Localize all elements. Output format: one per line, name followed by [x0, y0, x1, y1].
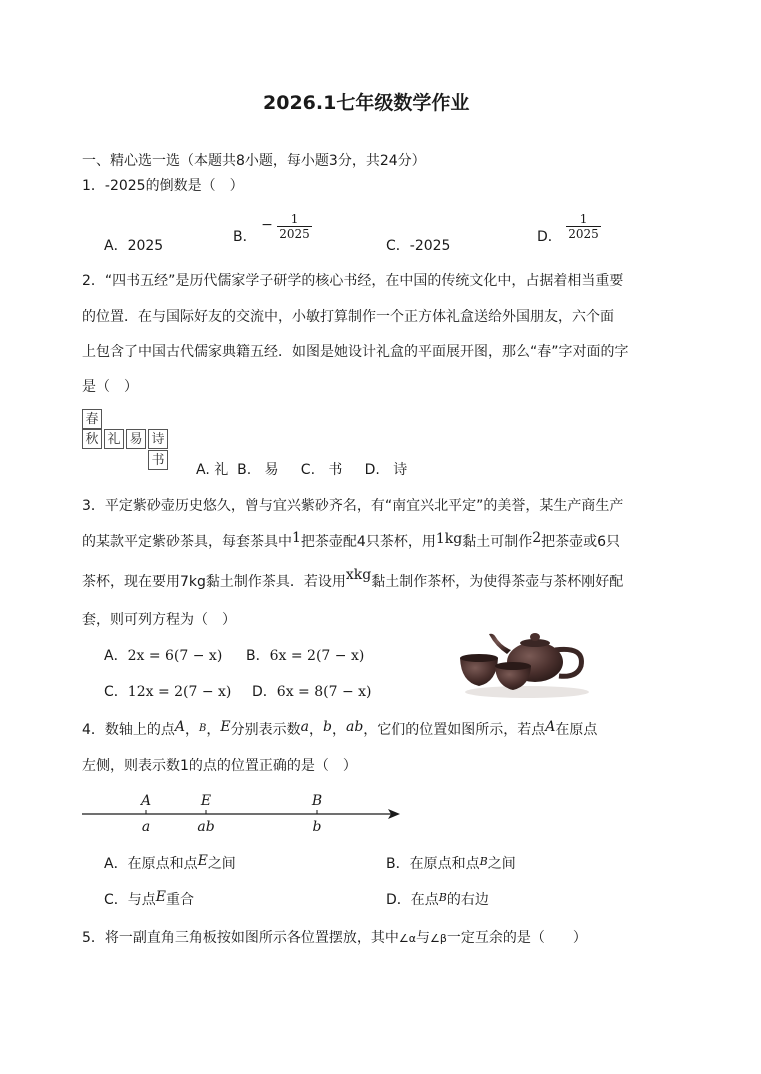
q3-kg-1: 1kg — [435, 531, 463, 547]
q3-option-a-equation: 2x = 6(7 − x) — [127, 648, 223, 664]
q3-option-c-label: C． — [104, 684, 128, 700]
q4-option-c-text: C．与点 — [104, 892, 156, 908]
net-face-shi: 诗 — [148, 429, 168, 449]
q4-line-1 — [82, 719, 597, 739]
q4-option-d-point: B — [438, 891, 447, 904]
q3-line-2c: 黏土可制作 — [462, 534, 533, 550]
q4-value-b: b — [323, 719, 332, 735]
q4-option-b — [386, 853, 516, 873]
net-face-qiu: 秋 — [82, 429, 102, 449]
q4-sep-3: ， — [309, 722, 323, 738]
q3-option-d-equation: 6x = 8(7 − x) — [276, 684, 372, 700]
q5-stem-a: 5．将一副直角三角板按如图所示各位置摆放，其中 — [82, 930, 399, 946]
q5-angle-alpha: ∠α — [398, 932, 417, 945]
net-face-yi: 易 — [126, 429, 146, 449]
q4-option-a-point: E — [197, 853, 208, 869]
q2-line-4: 是（ ） — [82, 379, 138, 395]
q3-line-3a: 茶杯，现在要用7kg黏土制作茶具．若设用 — [82, 574, 346, 590]
q4-option-d — [386, 889, 489, 909]
q1-option-a: A．2025 — [104, 238, 164, 254]
q2-line-1: 2．“四书五经”是历代儒家学子研学的核心书经，在中国的传统文化中，占据着相当重要 — [82, 273, 624, 289]
axis-label-b-point: B — [311, 793, 323, 809]
q4-option-b-point: B — [479, 855, 488, 868]
cube-net-diagram — [82, 409, 172, 473]
q3-line-4: 套，则可列方程为（ ） — [82, 612, 236, 628]
teapot-illustration — [455, 616, 595, 700]
q1-stem: 1．-2025的倒数是（ ） — [82, 178, 244, 194]
q1-b-denominator: 2025 — [279, 227, 310, 241]
q5-stem — [82, 927, 587, 947]
q4-line-1d: 在原点 — [555, 722, 598, 738]
q4-option-a-text: A．在原点和点 — [104, 856, 198, 872]
q4-point-a: A — [174, 719, 186, 735]
axis-value-b: b — [312, 819, 322, 835]
q1-option-b-sign: − — [261, 216, 273, 233]
section-heading: 一、精心选一选（本题共8小题，每小题3分，共24分） — [82, 153, 426, 169]
q4-point-a-2: A — [545, 719, 556, 735]
q1-option-d — [537, 212, 601, 245]
q3-option-d-label: D． — [252, 684, 277, 700]
q3-line-2 — [82, 531, 620, 551]
q4-value-a: a — [300, 719, 309, 735]
q1-option-d-fraction — [566, 212, 601, 241]
q4-line-1b: 分别表示数 — [230, 722, 301, 738]
q4-option-c-point: E — [155, 889, 167, 905]
number-line-diagram — [80, 788, 406, 838]
q3-option-c — [104, 681, 231, 701]
q3-option-d — [252, 681, 371, 701]
q4-value-ab: ab — [345, 719, 364, 735]
q1-option-d-label: D． — [537, 228, 562, 245]
q2-line-3: 上包含了中国古代儒家典籍五经．如图是她设计礼盒的平面展开图，那么“春”字对面的字 — [82, 344, 629, 360]
net-face-li: 礼 — [104, 429, 124, 449]
q1-d-denominator: 2025 — [568, 227, 599, 241]
q4-option-d-end: 的右边 — [446, 892, 489, 908]
axis-value-a: a — [141, 819, 151, 835]
q4-option-d-text: D．在点 — [386, 892, 439, 908]
q3-option-b-label: B． — [246, 648, 270, 664]
q4-point-e: E — [220, 719, 231, 735]
q4-option-b-text: B．在原点和点 — [386, 856, 480, 872]
q3-line-2d: 把茶壶或6只 — [541, 534, 621, 550]
q3-option-a-label: A． — [104, 648, 128, 664]
q3-option-b-equation: 6x = 2(7 − x) — [269, 648, 365, 664]
net-face-shu: 书 — [148, 450, 168, 470]
q5-mid: 与 — [416, 930, 431, 946]
q3-option-c-equation: 12x = 2(7 − x) — [127, 684, 232, 700]
q3-line-2b: 把茶壶配4只茶杯，用 — [300, 534, 436, 550]
q3-num-1: 1 — [292, 530, 301, 546]
q2-options: A. 礼 B. 易 C. 书 D. 诗 — [196, 462, 408, 478]
q3-line-3 — [82, 567, 624, 591]
q4-option-a-end: 之间 — [207, 856, 236, 872]
q3-option-b — [246, 645, 364, 665]
q4-point-b: B — [199, 723, 207, 734]
q1-option-b-label: B． — [233, 228, 257, 245]
q1-option-c: C．-2025 — [386, 238, 451, 254]
q3-xkg: xkg — [345, 567, 372, 583]
q4-line-2: 左侧，则表示数1的点的位置正确的是（ ） — [82, 758, 357, 774]
q5-angle-beta: ∠β — [430, 932, 447, 945]
axis-value-ab: ab — [197, 819, 215, 835]
axis-label-e-point: E — [200, 793, 212, 809]
q3-line-2a: 的某款平定紫砂茶具，每套茶具中 — [82, 534, 292, 550]
axis-label-a-point: A — [140, 793, 152, 809]
q3-line-3b: 黏土制作茶杯，为使得茶壶与茶杯刚好配 — [371, 574, 624, 590]
q4-option-a — [104, 853, 236, 873]
q4-line-1c: ，它们的位置如图所示，若点 — [363, 722, 546, 738]
q1-option-b-fraction — [277, 212, 312, 241]
q1-option-b — [233, 212, 312, 245]
q1-d-numerator: 1 — [566, 212, 601, 227]
q4-sep-4: ， — [331, 722, 346, 738]
q2-line-2: 的位置．在与国际好友的交流中，小敏打算制作一个正方体礼盒送给外国朋友，六个面 — [82, 309, 614, 325]
net-face-chun: 春 — [82, 409, 102, 429]
q4-sep-1: ， — [185, 722, 200, 738]
q4-option-b-end: 之间 — [487, 856, 516, 872]
q4-sep-2: ， — [206, 722, 221, 738]
q5-stem-b: 一定互余的是（ ） — [446, 930, 587, 946]
q4-option-c-end: 重合 — [166, 892, 195, 908]
q1-b-numerator: 1 — [277, 212, 312, 227]
q4-line-1a: 4．数轴上的点 — [82, 722, 175, 738]
q3-num-2: 2 — [532, 530, 542, 546]
q4-option-c — [104, 889, 194, 909]
q3-line-1: 3．平定紫砂壶历史悠久，曾与宜兴紫砂齐名，有“南宜兴北平定”的美誉，某生产商生产 — [82, 498, 624, 514]
q3-option-a — [104, 645, 222, 665]
page-title: 2026.1七年级数学作业 — [263, 92, 470, 114]
